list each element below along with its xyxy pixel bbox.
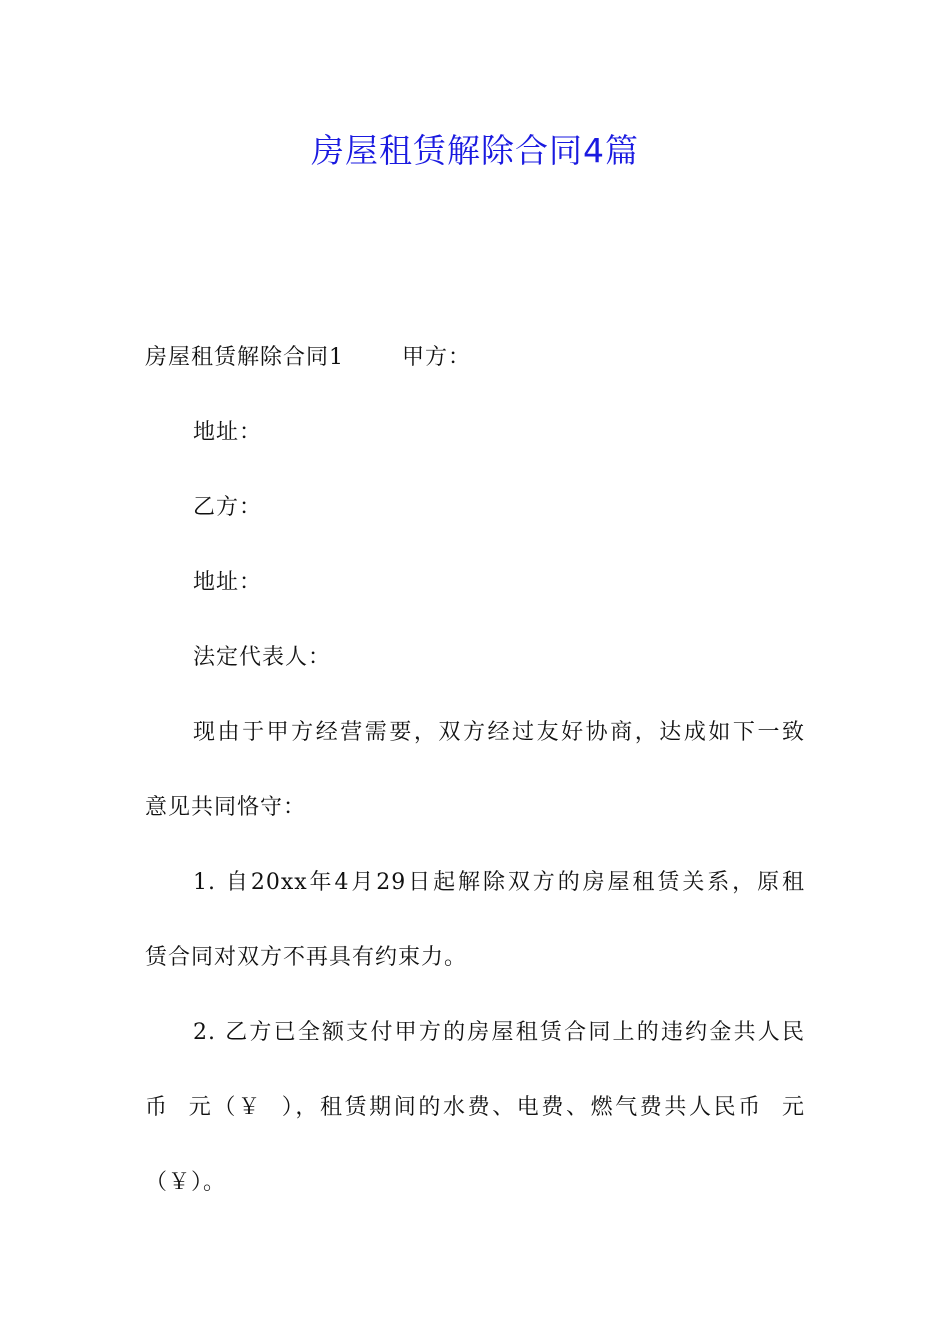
party-a-label: 甲方： xyxy=(402,345,472,370)
paragraph-line: 赁合同对双方不再具有约束力。 xyxy=(145,945,468,970)
paragraph-line: 地址： xyxy=(193,420,263,445)
paragraph-line: 乙方： xyxy=(193,495,263,520)
paragraph-line: 意见共同恪守： xyxy=(145,795,307,820)
paragraph-line: 1. 自20xx年4月29日起解除双方的房屋租赁关系，原租 xyxy=(193,870,805,895)
paragraph-line: 币 元（￥ ），租赁期间的水费、电费、燃气费共人民币 元 xyxy=(145,1095,805,1120)
document-title: 房屋租赁解除合同4篇 xyxy=(311,131,639,170)
paragraph-line: 法定代表人： xyxy=(193,645,332,670)
paragraph-line: 2. 乙方已全额支付甲方的房屋租赁合同上的违约金共人民 xyxy=(193,1020,805,1045)
paragraph-line: 地址： xyxy=(193,570,263,595)
paragraph-line: （￥）。 xyxy=(145,1170,227,1195)
paragraph-line: 现由于甲方经营需要，双方经过友好协商，达成如下一致 xyxy=(193,720,805,745)
section-heading: 房屋租赁解除合同1 xyxy=(145,345,344,370)
